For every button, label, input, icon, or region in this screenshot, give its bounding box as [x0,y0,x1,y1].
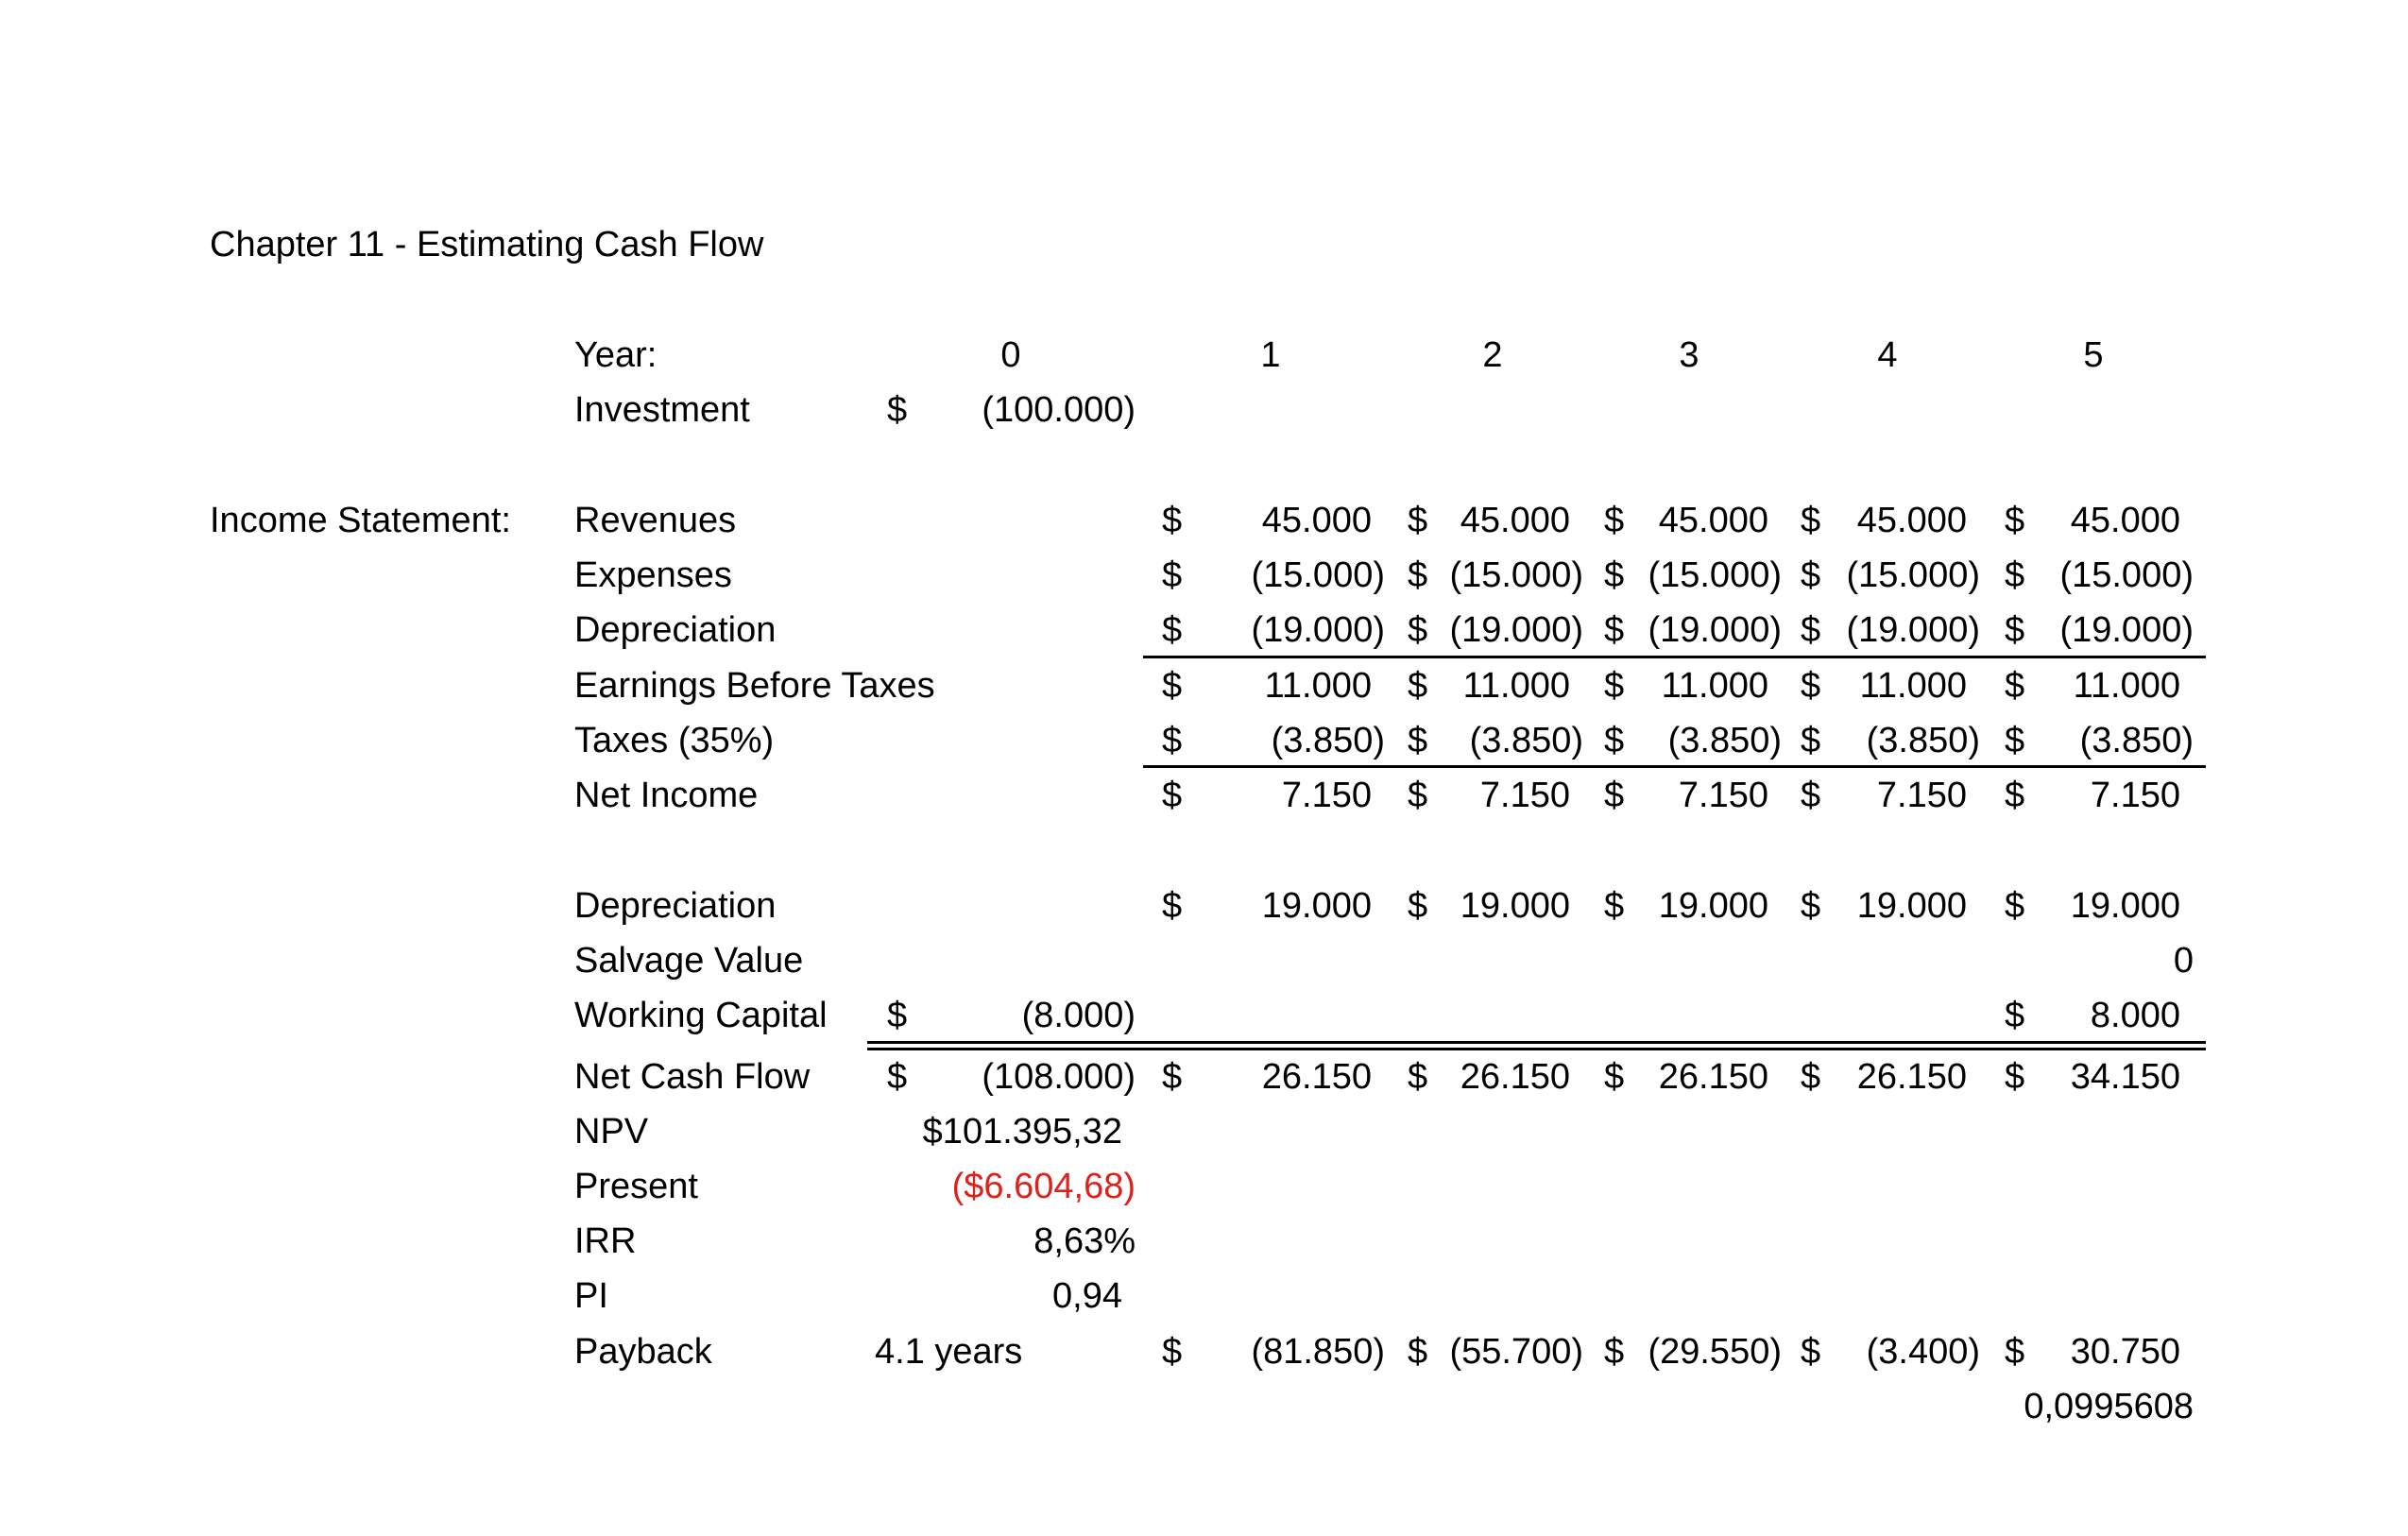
depreciation-y3: (19.000) [1648,610,1782,650]
cf-depreciation-y2-currency: $ [1408,886,1428,926]
earnings-before-taxes-y3-currency: $ [1604,666,1625,706]
row-label-salvage-value: Salvage Value [574,941,804,981]
net-cash-flow-y5: 34.150 [2070,1057,2180,1097]
row-label-net-income: Net Income [574,776,759,815]
net-income-y1-currency: $ [1162,776,1183,815]
year-1: 1 [1260,335,1281,375]
cf-depreciation-y1: 19.000 [1261,886,1372,926]
year-4: 4 [1877,335,1898,375]
salvage-value-y5: 0 [2173,941,2194,981]
payback-y4: (3.400) [1866,1332,1980,1372]
cf-depreciation-y5: 19.000 [2070,886,2180,926]
net-income-y4: 7.150 [1876,776,1967,815]
taxes-y2: (3.850) [1469,721,1583,760]
net-cash-flow-y1: 26.150 [1261,1057,1372,1097]
working-capital-y0-currency: $ [887,996,908,1035]
working-capital-y5-currency: $ [2005,996,2025,1035]
investment-currency: $ [887,390,908,430]
expenses-y1-currency: $ [1162,555,1183,595]
row-label-working-capital: Working Capital [574,996,828,1035]
payback-y1: (81.850) [1251,1332,1385,1372]
payback-y4-currency: $ [1801,1332,1821,1372]
taxes-y3: (3.850) [1667,721,1782,760]
taxes-y1-currency: $ [1162,721,1183,760]
payback-y5: 30.750 [2070,1332,2180,1372]
working-capital-y0: (8.000) [1021,996,1136,1035]
revenues-y4: 45.000 [1856,501,1967,540]
net-income-y1: 7.150 [1281,776,1372,815]
earnings-before-taxes-y5-currency: $ [2005,666,2025,706]
subtotal-underline-ebt [1143,656,2206,658]
row-label-earnings-before-taxes: Earnings Before Taxes [574,666,935,706]
page-title: Chapter 11 - Estimating Cash Flow [210,225,764,265]
taxes-y5: (3.850) [2079,721,2194,760]
cf-depreciation-y4-currency: $ [1801,886,1821,926]
revenues-y5-currency: $ [2005,501,2025,540]
payback-y3-currency: $ [1604,1332,1625,1372]
net-cash-flow-y4: 26.150 [1856,1057,1967,1097]
row-label-cf-depreciation: Depreciation [574,886,777,926]
row-label-expenses: Expenses [574,555,732,595]
cf-depreciation-y5-currency: $ [2005,886,2025,926]
revenues-y3-currency: $ [1604,501,1625,540]
taxes-y4: (3.850) [1866,721,1980,760]
depreciation-y5-currency: $ [2005,610,2025,650]
income-statement-label: Income Statement: [210,501,511,540]
earnings-before-taxes-y4-currency: $ [1801,666,1821,706]
taxes-y5-currency: $ [2005,721,2025,760]
row-label-present: Present [574,1167,698,1206]
expenses-y2-currency: $ [1408,555,1428,595]
row-label-taxes: Taxes (35%) [574,721,775,760]
row-label-irr: IRR [574,1221,637,1261]
earnings-before-taxes-y3: 11.000 [1661,666,1768,706]
net-cash-flow-y1-currency: $ [1162,1057,1183,1097]
revenues-y3: 45.000 [1658,501,1768,540]
earnings-before-taxes-y2: 11.000 [1462,666,1570,706]
taxes-y4-currency: $ [1801,721,1821,760]
present-value: ($6.604,68) [951,1167,1136,1206]
net-cash-flow-y0-currency: $ [887,1057,908,1097]
net-income-y2-currency: $ [1408,776,1428,815]
row-label-net-cash-flow: Net Cash Flow [574,1057,811,1097]
cf-depreciation-y1-currency: $ [1162,886,1183,926]
working-capital-y5: 8.000 [2090,996,2180,1035]
taxes-y3-currency: $ [1604,721,1625,760]
depreciation-y2-currency: $ [1408,610,1428,650]
year-5: 5 [2083,335,2104,375]
revenues-y2: 45.000 [1460,501,1570,540]
year-label: Year: [574,335,658,375]
net-cash-flow-y0: (108.000) [982,1057,1136,1097]
taxes-y1: (3.850) [1271,721,1385,760]
irr-value: 8,63% [1033,1221,1136,1261]
payback-y3: (29.550) [1648,1332,1782,1372]
expenses-y2: (15.000) [1449,555,1583,595]
year-3: 3 [1679,335,1699,375]
investment-label: Investment [574,390,750,430]
earnings-before-taxes-y2-currency: $ [1408,666,1428,706]
depreciation-y3-currency: $ [1604,610,1625,650]
year-2: 2 [1482,335,1503,375]
net-income-y5: 7.150 [2090,776,2180,815]
net-cash-flow-y3-currency: $ [1604,1057,1625,1097]
cf-depreciation-y3: 19.000 [1658,886,1768,926]
payback-y2: (55.700) [1449,1332,1583,1372]
net-income-y2: 7.150 [1479,776,1570,815]
expenses-y3: (15.000) [1648,555,1782,595]
extra-value: 0,0995608 [2024,1387,2194,1426]
year-0: 0 [1000,335,1021,375]
cf-depreciation-y2: 19.000 [1460,886,1570,926]
net-cash-flow-y5-currency: $ [2005,1057,2025,1097]
expenses-y1: (15.000) [1251,555,1385,595]
payback-y1-currency: $ [1162,1332,1183,1372]
payback-y5-currency: $ [2005,1332,2025,1372]
earnings-before-taxes-y4: 11.000 [1859,666,1967,706]
depreciation-y5: (19.000) [2059,610,2194,650]
depreciation-y2: (19.000) [1449,610,1583,650]
net-cash-flow-y4-currency: $ [1801,1057,1821,1097]
payback-value: 4.1 years [875,1332,1023,1372]
net-income-y3: 7.150 [1678,776,1768,815]
payback-y2-currency: $ [1408,1332,1428,1372]
expenses-y5-currency: $ [2005,555,2025,595]
revenues-y2-currency: $ [1408,501,1428,540]
revenues-y1-currency: $ [1162,501,1183,540]
pi-value: 0,94 [1052,1276,1122,1316]
net-cash-flow-y2-currency: $ [1408,1057,1428,1097]
earnings-before-taxes-y1-currency: $ [1162,666,1183,706]
row-label-pi: PI [574,1276,608,1316]
revenues-y1: 45.000 [1261,501,1372,540]
net-income-y5-currency: $ [2005,776,2025,815]
npv-value: $101.395,32 [922,1112,1122,1152]
taxes-y2-currency: $ [1408,721,1428,760]
revenues-y4-currency: $ [1801,501,1821,540]
earnings-before-taxes-y1: 11.000 [1264,666,1372,706]
row-label-depreciation: Depreciation [574,610,777,650]
row-label-payback: Payback [574,1332,712,1372]
expenses-y4: (15.000) [1846,555,1980,595]
net-income-y4-currency: $ [1801,776,1821,815]
expenses-y3-currency: $ [1604,555,1625,595]
total-double-rule-bottom [867,1048,2206,1050]
depreciation-y1-currency: $ [1162,610,1183,650]
net-cash-flow-y3: 26.150 [1658,1057,1768,1097]
total-double-rule-top [867,1041,2206,1044]
row-label-npv: NPV [574,1112,649,1152]
depreciation-y4: (19.000) [1846,610,1980,650]
cf-depreciation-y3-currency: $ [1604,886,1625,926]
investment-value: (100.000) [982,390,1136,430]
subtotal-underline-net-income [1143,765,2206,768]
net-cash-flow-y2: 26.150 [1460,1057,1570,1097]
cf-depreciation-y4: 19.000 [1856,886,1967,926]
expenses-y5: (15.000) [2059,555,2194,595]
row-label-revenues: Revenues [574,501,737,540]
net-income-y3-currency: $ [1604,776,1625,815]
expenses-y4-currency: $ [1801,555,1821,595]
revenues-y5: 45.000 [2070,501,2180,540]
depreciation-y1: (19.000) [1251,610,1385,650]
earnings-before-taxes-y5: 11.000 [2073,666,2180,706]
depreciation-y4-currency: $ [1801,610,1821,650]
